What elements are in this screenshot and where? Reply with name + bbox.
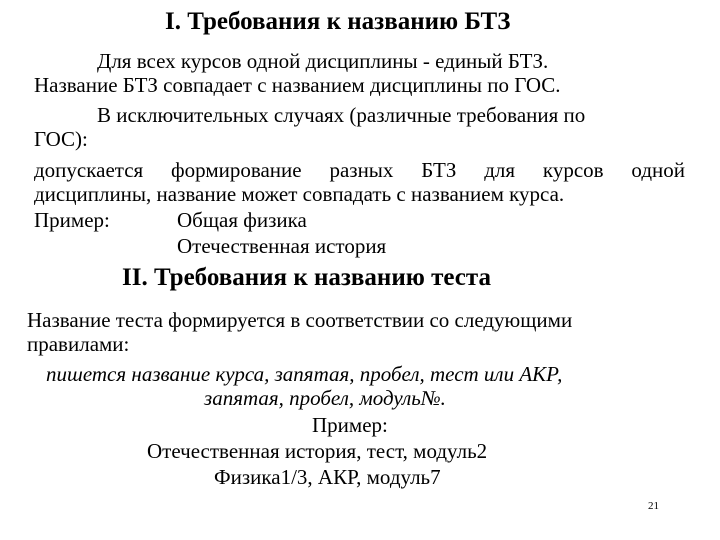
word: формирование — [171, 158, 302, 182]
word: допускается — [34, 158, 144, 182]
word: для — [484, 158, 516, 182]
para3-line1 — [34, 159, 685, 181]
example2-item-1: Отечественная история, тест, модуль2 — [147, 439, 488, 463]
para2-line1: В исключительных случаях (различные требования по — [97, 103, 586, 127]
word: одной — [631, 158, 685, 182]
para1-line1: Для всех курсов одной дисциплины - единый БТЗ. — [97, 49, 549, 73]
para3-line2: дисциплины, название может совпадать с названием курса. — [34, 182, 565, 206]
page-number: 21 — [648, 500, 659, 512]
word: разных — [329, 158, 394, 182]
intro-line1: Название теста формируется в соответствии со следующими — [27, 308, 573, 332]
example-item-physics: Общая физика — [177, 208, 307, 232]
word: БТЗ — [421, 158, 457, 182]
para2-line2: ГОС): — [34, 127, 88, 151]
para1-line2: Название БТЗ совпадает с названием дисциплины по ГОС. — [34, 73, 561, 97]
section2-heading: II. Требования к названию теста — [122, 264, 491, 291]
word: курсов — [542, 158, 604, 182]
section1-heading: I. Требования к названию БТЗ — [165, 8, 511, 35]
example2-item-2: Физика1/3, АКР, модуль7 — [214, 465, 441, 489]
example-item-history: Отечественная история — [177, 234, 387, 258]
intro-line2: правилами: — [27, 332, 130, 356]
rule-line1: пишется название курса, запятая, пробел, тест или АКР, — [46, 362, 563, 386]
example2-label: Пример: — [312, 413, 388, 437]
example-label: Пример: — [34, 208, 110, 232]
rule-line2: запятая, пробел, модуль№. — [204, 386, 446, 410]
